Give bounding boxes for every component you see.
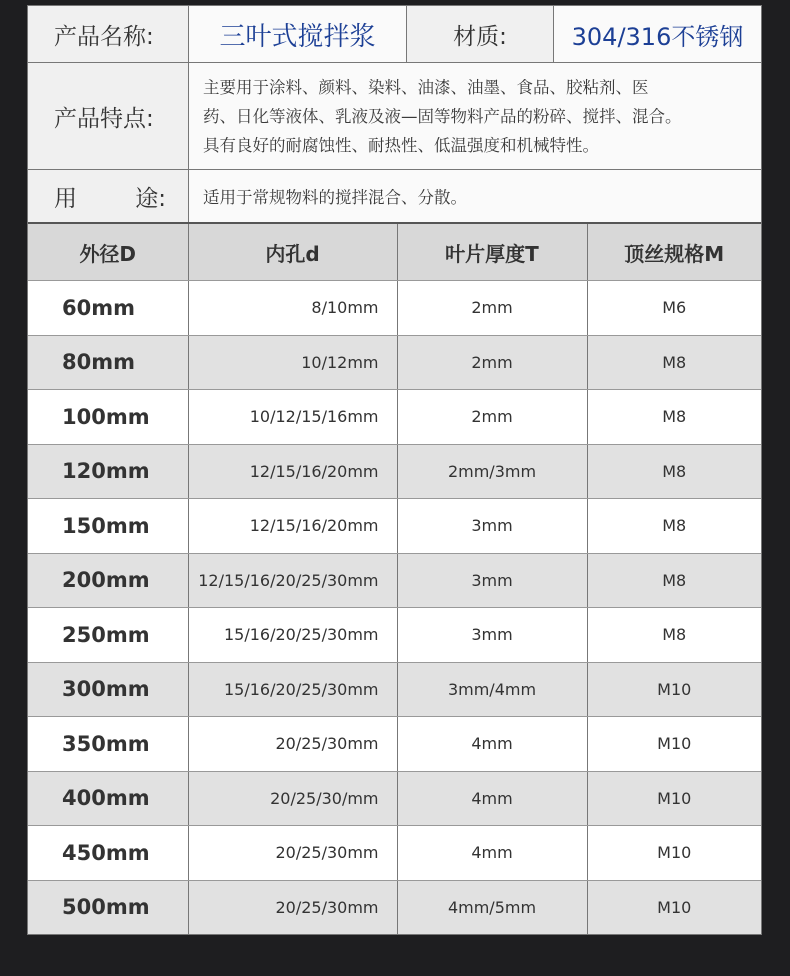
cell-set-screw: M8 — [587, 335, 761, 390]
cell-bore: 10/12/15/16mm — [188, 390, 397, 445]
table-row — [28, 335, 761, 390]
cell-outer-diameter: 450mm — [28, 826, 188, 881]
cell-set-screw: M10 — [587, 826, 761, 881]
cell-bore: 12/15/16/20/25/30mm — [188, 553, 397, 608]
cell-set-screw: M8 — [587, 499, 761, 554]
column-header-bore: 内孔d — [188, 224, 397, 281]
cell-outer-diameter: 60mm — [28, 281, 188, 336]
cell-bore: 20/25/30/mm — [188, 771, 397, 826]
cell-set-screw: M8 — [587, 444, 761, 499]
table-row — [28, 390, 761, 445]
cell-bore: 20/25/30mm — [188, 826, 397, 881]
cell-set-screw: M10 — [587, 880, 761, 934]
features-line: 主要用于涂料、颜料、染料、油漆、油墨、食品、胶粘剂、医 — [203, 78, 649, 97]
table-row — [28, 553, 761, 608]
cell-bore: 8/10mm — [188, 281, 397, 336]
cell-set-screw: M10 — [587, 717, 761, 772]
cell-bore: 20/25/30mm — [188, 880, 397, 934]
material-value: 304/316不锈钢 — [554, 6, 761, 62]
name-material-row — [28, 6, 761, 63]
spec-panel — [27, 5, 762, 935]
table-row — [28, 499, 761, 554]
usage-row — [28, 170, 761, 224]
usage-label-part: 用 — [54, 185, 77, 212]
column-header-blade-thickness: 叶片厚度T — [397, 224, 587, 281]
product-name-value: 三叶式搅拌浆 — [189, 6, 407, 62]
cell-blade-thickness: 3mm — [397, 608, 587, 663]
cell-blade-thickness: 3mm — [397, 553, 587, 608]
features-row — [28, 63, 761, 170]
table-row — [28, 662, 761, 717]
cell-set-screw: M8 — [587, 553, 761, 608]
size-table — [28, 224, 761, 934]
table-row — [28, 826, 761, 881]
cell-blade-thickness: 2mm — [397, 281, 587, 336]
cell-outer-diameter: 120mm — [28, 444, 188, 499]
cell-set-screw: M10 — [587, 662, 761, 717]
cell-outer-diameter: 150mm — [28, 499, 188, 554]
cell-blade-thickness: 4mm/5mm — [397, 880, 587, 934]
cell-outer-diameter: 250mm — [28, 608, 188, 663]
cell-bore: 12/15/16/20mm — [188, 499, 397, 554]
cell-bore: 12/15/16/20mm — [188, 444, 397, 499]
usage-label — [28, 170, 189, 222]
cell-outer-diameter: 80mm — [28, 335, 188, 390]
cell-blade-thickness: 2mm — [397, 390, 587, 445]
cell-bore: 15/16/20/25/30mm — [188, 662, 397, 717]
cell-blade-thickness: 4mm — [397, 771, 587, 826]
cell-blade-thickness: 4mm — [397, 717, 587, 772]
cell-set-screw: M8 — [587, 608, 761, 663]
cell-outer-diameter: 400mm — [28, 771, 188, 826]
cell-set-screw: M6 — [587, 281, 761, 336]
cell-outer-diameter: 350mm — [28, 717, 188, 772]
cell-blade-thickness: 2mm/3mm — [397, 444, 587, 499]
table-row — [28, 608, 761, 663]
column-header-outer-diameter: 外径D — [28, 224, 188, 281]
table-row — [28, 771, 761, 826]
material-label: 材质: — [407, 6, 554, 62]
table-header-row — [28, 224, 761, 281]
column-header-set-screw: 顶丝规格M — [587, 224, 761, 281]
cell-outer-diameter: 200mm — [28, 553, 188, 608]
cell-outer-diameter: 500mm — [28, 880, 188, 934]
features-line: 具有良好的耐腐蚀性、耐热性、低温强度和机械特性。 — [203, 136, 599, 155]
cell-set-screw: M8 — [587, 390, 761, 445]
cell-set-screw: M10 — [587, 771, 761, 826]
table-row — [28, 880, 761, 934]
cell-blade-thickness: 3mm — [397, 499, 587, 554]
table-row — [28, 717, 761, 772]
cell-blade-thickness: 3mm/4mm — [397, 662, 587, 717]
usage-value: 适用于常规物料的搅拌混合、分散。 — [189, 170, 761, 222]
cell-bore: 10/12mm — [188, 335, 397, 390]
cell-blade-thickness: 2mm — [397, 335, 587, 390]
features-line: 药、日化等液体、乳液及液—固等物料产品的粉碎、搅拌、混合。 — [203, 107, 682, 126]
product-name-label: 产品名称: — [28, 6, 189, 62]
usage-label-part: 途: — [135, 185, 166, 212]
cell-bore: 20/25/30mm — [188, 717, 397, 772]
table-row — [28, 444, 761, 499]
features-label: 产品特点: — [28, 63, 189, 169]
table-row — [28, 281, 761, 336]
cell-outer-diameter: 300mm — [28, 662, 188, 717]
cell-blade-thickness: 4mm — [397, 826, 587, 881]
cell-bore: 15/16/20/25/30mm — [188, 608, 397, 663]
cell-outer-diameter: 100mm — [28, 390, 188, 445]
features-text — [189, 63, 761, 169]
